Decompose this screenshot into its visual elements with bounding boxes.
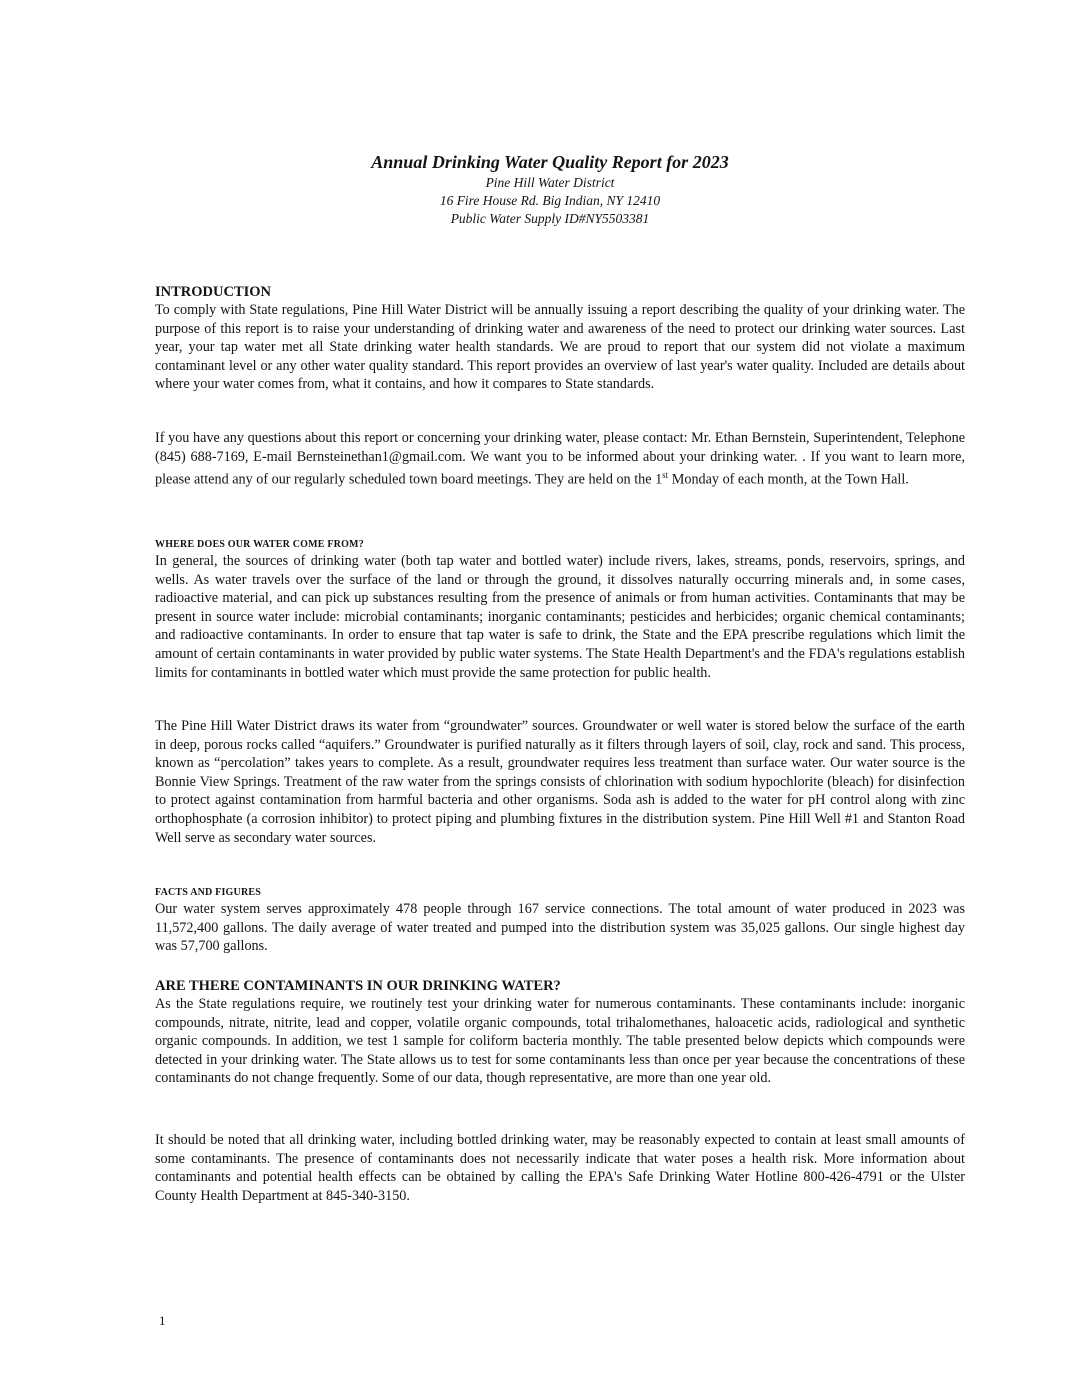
health-risk-paragraph: It should be noted that all drinking water, including bottled drinking water, may be reasonably expected to contain at least small amounts of some contaminants. The presence of contaminants does not necessarily indicate that water poses a health risk. More information about contaminants and potential health effects can be obtained by calling the EPA's Safe Drinking Water Hotline 800-426-4791 or the Ulster County Health Department at 845-340-3150. <box>155 1132 965 1204</box>
contact-text: If you have any questions about this report or concerning your drinking water, please contact: Mr. Ethan Bernstein, Superintendent, Telephone (845) 688-7169, E-mail Bernsteinethan1@gmail.com. We want you to be informed about your drinking water. . If you want to learn more, please attend any of our regularly scheduled town board meetings. They are held on the 1 <box>155 430 965 488</box>
groundwater-paragraph: The Pine Hill Water District draws its water from “groundwater” sources. Groundwater or well water is stored below the surface of the earth in deep, porous rocks called “aquifers.” Groundwater is purified naturally as it filters through layers of soil, clay, rock and sand. This process, known as “percolation” takes years to complete. As a result, groundwater requires less treatment than surface water. Our water source is the Bonnie View Springs. Treatment of the raw water from the springs consists of chlorination with sodium hypochlorite (bleach) for disinfection to protect against contamination from harmful bacteria and other organisms. Soda ash is added to the water for pH control along with zinc orthophosphate (a corrosion inhibitor) to protect piping and plumbing fixtures in the distribution system. Pine Hill Well #1 and Stanton Road Well serve as secondary water sources. <box>155 718 965 846</box>
introduction-paragraph: To comply with State regulations, Pine Hill Water District will be annually issuing a report describing the quality of your drinking water. The purpose of this report is to raise your understanding of drinking water and awareness of the need to protect our drinking water sources. Last year, your tap water met all State drinking water health standards. We are proud to report that our system did not violate a maximum contaminant level or any other water quality standard. This report provides an overview of last year's water quality. Included are details about where your water comes from, what it contains, and how it compares to State standards. <box>155 302 965 393</box>
report-title: Annual Drinking Water Quality Report for 2023 <box>371 152 729 172</box>
contaminants-heading: ARE THERE CONTAMINANTS IN OUR DRINKING WATER? <box>155 978 561 994</box>
facts-heading: FACTS AND FIGURES <box>155 887 262 898</box>
introduction-section <box>155 283 965 394</box>
contaminants-section <box>155 977 965 1088</box>
health-risk-section <box>155 1131 965 1205</box>
supply-id: Public Water Supply ID#NY5503381 <box>450 211 650 226</box>
contact-text-end: Monday of each month, at the Town Hall. <box>668 471 909 488</box>
facts-section <box>155 886 965 956</box>
water-source-heading: WHERE DOES OUR WATER COME FROM? <box>155 539 364 550</box>
contact-paragraph <box>155 429 965 490</box>
ordinal-suffix: st <box>662 470 669 481</box>
groundwater-section <box>155 717 965 847</box>
contaminants-paragraph: As the State regulations require, we routinely test your drinking water for numerous contaminants. These contaminants include: inorganic compounds, nitrate, nitrite, lead and copper, volatile organic compounds, total trihalomethanes, haloacetic acids, radiological and synthetic organic compounds. In addition, we test 1 sample for coliform bacteria monthly. The table presented below depicts which compounds were detected in your drinking water. The State allows us to test for some contaminants less than once per year because the concentrations of these contaminants do not change frequently. Some of our data, though representative, are more than one year old. <box>155 996 965 1087</box>
introduction-heading: INTRODUCTION <box>155 284 272 300</box>
district-address: 16 Fire House Rd. Big Indian, NY 12410 <box>439 193 661 208</box>
report-header <box>300 150 800 228</box>
water-source-paragraph: In general, the sources of drinking water (both tap water and bottled water) include rivers, lakes, streams, ponds, reservoirs, springs, and wells. As water travels over the surface of the land or through the ground, it dissolves naturally occurring minerals and, in some cases, radioactive material, and can pick up substances resulting from the presence of animals or from human activities. Contaminants that may be present in source water include: microbial contaminants; inorganic contaminants; pesticides and herbicides; organic chemical contaminants; and radioactive contaminants. In order to ensure that tap water is safe to drink, the State and the EPA prescribe regulations which limit the amount of certain contaminants in water provided by public water systems. The State Health Department's and the FDA's regulations establish limits for contaminants in bottled water which must provide the same protection for public health. <box>155 553 965 681</box>
contact-section <box>155 429 965 490</box>
water-source-section <box>155 538 965 682</box>
page-number: 1 <box>159 1313 166 1328</box>
facts-paragraph: Our water system serves approximately 478 people through 167 service connections. The total amount of water produced in 2023 was 11,572,400 gallons. The daily average of water treated and pumped into the distribution system was 35,025 gallons. Our single highest day was 57,700 gallons. <box>155 901 965 955</box>
district-name: Pine Hill Water District <box>485 175 615 190</box>
